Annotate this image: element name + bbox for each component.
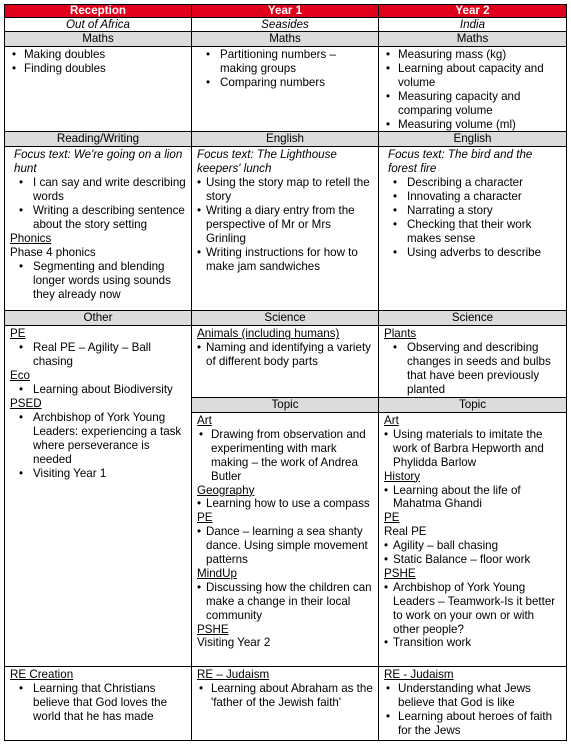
list-item: • Learning how to use a compass	[197, 497, 373, 511]
list-item: • Using adverbs to describe	[384, 246, 561, 260]
list-item: • Learning about Biodiversity	[10, 383, 186, 397]
other-rec-cell	[5, 326, 192, 667]
subject-topic-y1: Topic	[192, 397, 379, 412]
heading-reception: Reception	[5, 5, 192, 18]
list-item: • Learning about capacity and volume	[384, 62, 561, 90]
phonics-phase: Phase 4 phonics	[10, 245, 96, 259]
subject-science-y2: Science	[379, 311, 567, 326]
re-y2-cell	[379, 666, 567, 740]
re-label: RE – Judaism	[197, 667, 270, 681]
topic-y1-cell	[192, 412, 379, 666]
list-item: • Drawing from observation and experimenting with mark making – the work of Andrea Butler	[197, 428, 373, 484]
heading-year2: Year 2	[379, 5, 567, 18]
topic-y2-cell	[379, 412, 567, 666]
header-row	[5, 5, 567, 18]
list-item: • Learning about heroes of faith for the Jews	[384, 710, 561, 738]
list-item: • Static Balance – floor work	[384, 553, 561, 567]
heading-year1: Year 1	[192, 5, 379, 18]
subject-english-y1: English	[192, 132, 379, 147]
list-item: • Discussing how the children can make a change in their local community	[197, 581, 373, 623]
focus-text: Focus text: The Lighthouse keepers' lunch	[197, 148, 337, 176]
pe-label: PE	[10, 327, 26, 341]
re-rec-cell	[5, 666, 192, 740]
art-label: Art	[384, 413, 399, 427]
list-item: • Learning that Christians believe that God loves the world that he has made	[10, 682, 186, 724]
re-y1-cell	[192, 666, 379, 740]
pe-label: PE	[384, 511, 400, 525]
topic-row	[5, 18, 567, 32]
maths-y1-cell	[192, 47, 379, 132]
topic-year2: India	[379, 18, 567, 32]
pe-text: Real PE	[384, 525, 427, 539]
topic-year1: Seasides	[192, 18, 379, 32]
subject-reading-writing: Reading/Writing	[5, 132, 192, 147]
list-item: • Partitioning numbers – making groups	[197, 48, 373, 76]
subject-maths-rec: Maths	[5, 32, 192, 47]
pe-label: PE	[197, 511, 213, 525]
list-item: • Making doubles	[10, 48, 186, 62]
topic-reception: Out of Africa	[5, 18, 192, 32]
list-item: • Writing a diary entry from the perspective of Mr or Mrs Grinling	[197, 204, 373, 246]
list-item: • Real PE – Agility – Ball chasing	[10, 341, 186, 369]
pshe-text: Visiting Year 2	[197, 636, 271, 650]
english-y2-cell	[379, 147, 567, 311]
list-item: • Dance – learning a sea shanty dance. Using simple movement patterns	[197, 525, 373, 567]
list-item: • Understanding what Jews believe that God is like	[384, 682, 561, 710]
list-item: • I can say and write describing words	[10, 176, 186, 204]
subject-science-y1: Science	[192, 311, 379, 326]
list-item: • Visiting Year 1	[10, 467, 186, 481]
science-y2-cell	[379, 326, 567, 398]
art-label: Art	[197, 413, 212, 427]
list-item: • Measuring capacity and comparing volume	[384, 90, 561, 118]
subject-topic-y2: Topic	[379, 397, 567, 412]
list-item: • Finding doubles	[10, 62, 186, 76]
psed-label: PSED	[10, 396, 42, 410]
subject-english-y2: English	[379, 132, 567, 147]
curriculum-table	[4, 4, 567, 741]
focus-text: Focus text: We're going on a lion hunt	[14, 148, 183, 176]
pshe-label: PSHE	[197, 622, 229, 636]
list-item: • Naming and identifying a variety of different body parts	[197, 341, 373, 369]
list-item: • Learning about the life of Mahatma Ghandi	[384, 484, 561, 512]
maths-rec-cell	[5, 47, 192, 132]
list-item: • Transition work	[384, 636, 561, 650]
focus-text: Focus text: The bird and the forest fire	[388, 148, 533, 176]
list-item: • Writing a describing sentence about the story setting	[10, 204, 186, 232]
subject-other: Other	[5, 311, 192, 326]
list-item: • Using the story map to retell the story	[197, 176, 373, 204]
subject-maths-y2: Maths	[379, 32, 567, 47]
english-rec-cell	[5, 147, 192, 311]
plants-label: Plants	[384, 327, 417, 341]
eco-label: Eco	[10, 369, 30, 383]
list-item: • Measuring volume (ml)	[384, 118, 561, 132]
list-item: • Comparing numbers	[197, 76, 373, 90]
list-item: • Narrating a story	[384, 204, 561, 218]
list-item: • Measuring mass (kg)	[384, 48, 561, 62]
maths-y2-cell	[379, 47, 567, 132]
re-label: RE Creation	[10, 667, 74, 681]
list-item: • Observing and describing changes in seeds and bulbs that have been previously planted	[384, 341, 561, 397]
subject-maths-y1: Maths	[192, 32, 379, 47]
geography-label: Geography	[197, 483, 255, 497]
history-label: History	[384, 469, 421, 483]
list-item: • Using materials to imitate the work of Barbra Hepworth and Phylidda Barlow	[384, 428, 561, 470]
phonics-label: Phonics	[10, 231, 52, 245]
pshe-label: PSHE	[384, 566, 416, 580]
list-item: • Learning about Abraham as the 'father of the Jewish faith'	[197, 682, 373, 710]
re-label: RE - Judaism	[384, 667, 454, 681]
list-item: • Writing instructions for how to make jam sandwiches	[197, 246, 373, 274]
list-item: • Agility – ball chasing	[384, 539, 561, 553]
list-item: • Segmenting and blending longer words using sounds they already now	[10, 260, 186, 302]
list-item: • Archbishop of York Young Leaders – Teamwork-Is it better to work on your own or with other people?	[384, 581, 561, 637]
animals-label: Animals (including humans)	[197, 327, 340, 341]
list-item: • Describing a character	[384, 176, 561, 190]
list-item: • Archbishop of York Young Leaders: experiencing a task where perseverance is needed	[10, 411, 186, 467]
mindup-label: MindUp	[197, 566, 237, 580]
list-item: • Innovating a character	[384, 190, 561, 204]
english-y1-cell	[192, 147, 379, 311]
list-item: • Checking that their work makes sense	[384, 218, 561, 246]
science-y1-cell	[192, 326, 379, 398]
